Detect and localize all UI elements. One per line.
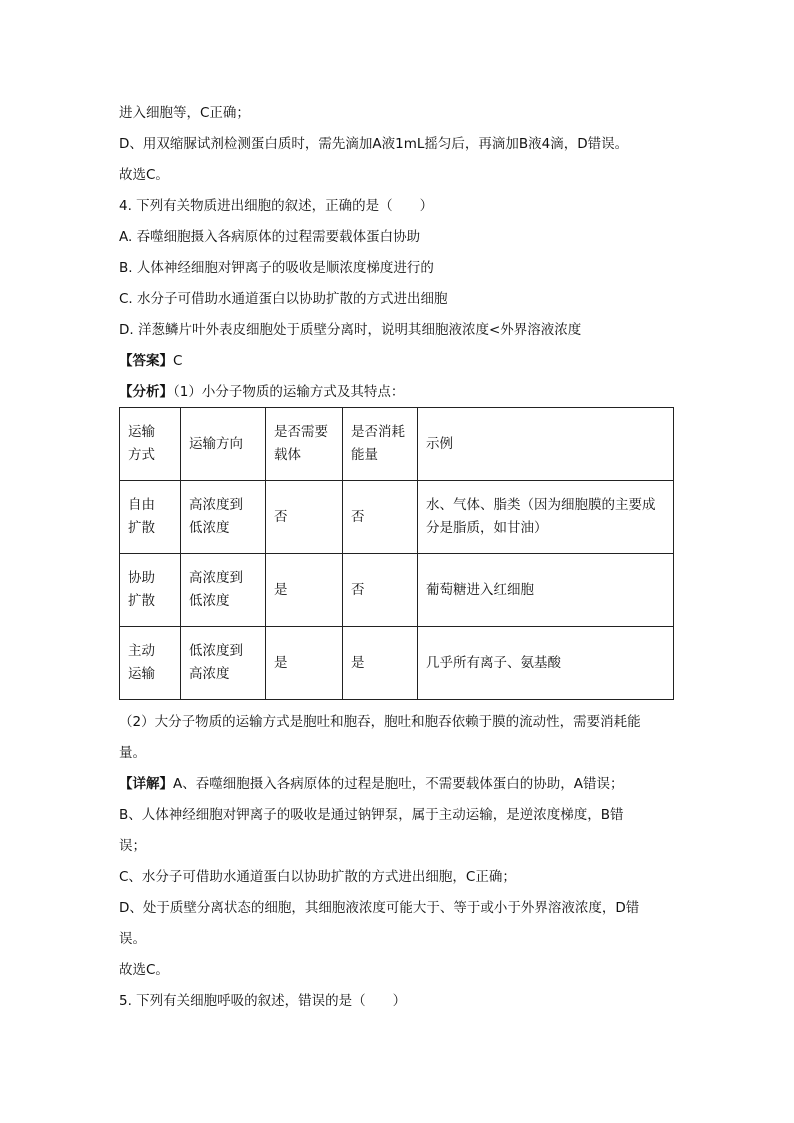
table-row — [120, 627, 674, 700]
table-header-row — [120, 408, 674, 481]
table-cell: 低浓度到 高浓度 — [181, 627, 266, 700]
answer-line — [119, 351, 182, 371]
table-cell: 水、气体、脂类（因为细胞膜的主要成 分是脂质，如甘油） — [418, 481, 674, 554]
question-5-stem: 5. 下列有关细胞呼吸的叙述，错误的是（ ） — [119, 993, 407, 1009]
table-cell: 否 — [343, 554, 418, 627]
table-cell: 是 — [266, 627, 343, 700]
table-row — [120, 554, 674, 627]
text-line: D、处于质壁分离状态的细胞，其细胞液浓度可能大于、等于或小于外界溶液浓度，D错 — [119, 900, 640, 916]
table-cell: 是 — [343, 627, 418, 700]
text-line: 进入细胞等，C正确； — [119, 105, 250, 121]
table-cell: 葡萄糖进入红细胞 — [418, 554, 674, 627]
analysis-label: 【分析】 — [119, 384, 173, 400]
text-line: 误； — [119, 838, 146, 854]
text-line: C、水分子可借助水通道蛋白以协助扩散的方式进出细胞，C正确； — [119, 869, 516, 885]
header-cell: 是否需要 载体 — [266, 408, 343, 481]
header-cell: 运输 方式 — [120, 408, 181, 481]
text-line: 量。 — [119, 745, 146, 761]
table-cell: 协助 扩散 — [120, 554, 181, 627]
answer-label: 【答案】 — [119, 353, 173, 369]
text-line: （2）大分子物质的运输方式是胞吐和胞吞，胞吐和胞吞依赖于膜的流动性，需要消耗能 — [119, 714, 641, 730]
text-line: 故选C。 — [119, 962, 169, 978]
option-d: D. 洋葱鳞片叶外表皮细胞处于质壁分离时，说明其细胞液浓度<外界溶液浓度 — [119, 322, 582, 338]
text-line: 误。 — [119, 931, 146, 947]
header-cell: 是否消耗 能量 — [343, 408, 418, 481]
detail-line — [119, 774, 623, 794]
table-cell: 主动 运输 — [120, 627, 181, 700]
option-a: A. 吞噬细胞摄入各病原体的过程需要载体蛋白协助 — [119, 229, 421, 245]
option-c: C. 水分子可借助水通道蛋白以协助扩散的方式进出细胞 — [119, 291, 448, 307]
table-cell: 自由 扩散 — [120, 481, 181, 554]
text-line: D、用双缩脲试剂检测蛋白质时，需先滴加A液1mL摇匀后，再滴加B液4滴，D错误。 — [119, 136, 629, 152]
option-b: B. 人体神经细胞对钾离子的吸收是顺浓度梯度进行的 — [119, 260, 434, 276]
table-cell: 高浓度到 低浓度 — [181, 554, 266, 627]
analysis-text: （1）小分子物质的运输方式及其特点： — [173, 384, 405, 400]
table-cell: 否 — [266, 481, 343, 554]
answer-value: C — [173, 353, 183, 369]
header-cell: 示例 — [418, 408, 674, 481]
table-cell: 几乎所有离子、氨基酸 — [418, 627, 674, 700]
text-line: 故选C。 — [119, 167, 169, 183]
table-cell: 高浓度到 低浓度 — [181, 481, 266, 554]
transport-table — [119, 407, 674, 700]
question-4-stem: 4. 下列有关物质进出细胞的叙述，正确的是（ ） — [119, 198, 434, 214]
analysis-line — [119, 382, 404, 402]
table-row — [120, 481, 674, 554]
header-cell: 运输方向 — [181, 408, 266, 481]
table-cell: 是 — [266, 554, 343, 627]
table-cell: 否 — [343, 481, 418, 554]
detail-label: 【详解】 — [119, 776, 173, 792]
detail-text: A、吞噬细胞摄入各病原体的过程是胞吐，不需要载体蛋白的协助，A错误； — [173, 776, 624, 792]
text-line: B、人体神经细胞对钾离子的吸收是通过钠钾泵，属于主动运输，是逆浓度梯度，B错 — [119, 807, 624, 823]
